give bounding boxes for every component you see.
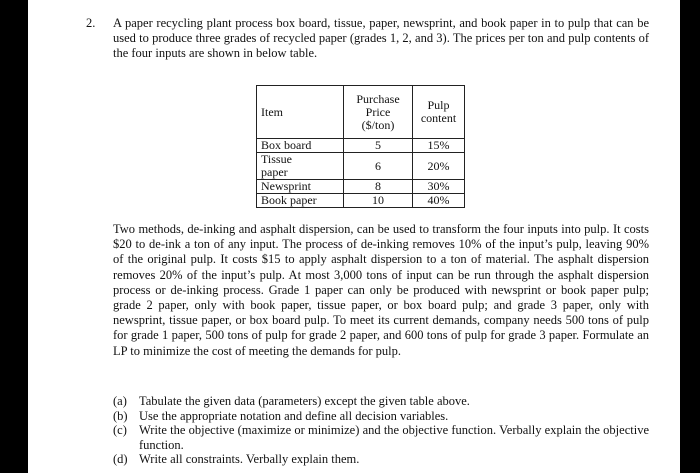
list-item <box>113 409 649 424</box>
row-item: Tissue paper <box>257 153 344 180</box>
task-label: (a) <box>113 394 127 408</box>
task-label: (c) <box>113 423 127 437</box>
task-text: Tabulate the given data (parameters) except the given table above. <box>139 394 470 408</box>
task-text: Write all constraints. Verbally explain them. <box>139 452 360 466</box>
row-price: 6 <box>344 153 413 180</box>
row-item: Newsprint <box>257 180 344 194</box>
row-item: Book paper <box>257 194 344 208</box>
list-item <box>113 423 649 452</box>
task-label: (b) <box>113 408 128 423</box>
task-label: (d) <box>113 452 128 466</box>
task-text: Use the appropriate notation and define all decision variables. <box>139 408 449 423</box>
row-pulp: 30% <box>413 180 465 194</box>
row-pulp: 20% <box>413 153 465 180</box>
problem-description: Two methods, de-inking and asphalt dispersion, can be used to transform the four inputs into pulp. It costs $20 to de-ink a ton of any input. The process of de-inking removes 10% of the input’s pulp, leaving 90% of the original pulp. It costs $15 to apply asphalt dispersion to a ton of material. The asphalt dispersion removes 20% of the input’s pulp. At most 3,000 tons of input can be run through the asphalt dispersion process or de-inking process. Grade 1 paper can only be produced with newsprint or book paper pulp; grade 2 paper, only with book paper, tissue paper, or box board pulp; and grade 3 paper, only with newsprint, tissue paper, or box board pulp. To meet its current demands, company needs 500 tons of pulp for grade 1 paper, 500 tons of pulp for grade 2 paper, and 600 tons of pulp for grade 3 paper. Formulate an LP to minimize the cost of meeting the demands for pulp. <box>113 222 649 358</box>
row-pulp: 15% <box>413 139 465 153</box>
table-row <box>257 139 465 153</box>
row-price: 8 <box>344 180 413 194</box>
list-item <box>113 394 649 409</box>
question-number: 2. <box>86 16 96 30</box>
header-item: Item <box>257 86 344 139</box>
input-price-table <box>256 85 465 208</box>
table-row <box>257 153 465 180</box>
row-price: 10 <box>344 194 413 208</box>
question-intro: A paper recycling plant process box board, tissue, paper, newsprint, and book paper in to pulp that can be used to produce three grades of recycled paper (grades 1, 2, and 3). The prices per ton and pulp contents of the four inputs are shown in below table. <box>113 16 649 60</box>
task-text: Write the objective (maximize or minimize) and the objective function. Verbally explain the objective function. <box>139 423 649 452</box>
header-pulp-content: Pulp content <box>413 86 465 139</box>
table-header-row <box>257 86 465 139</box>
row-pulp: 40% <box>413 194 465 208</box>
document-page <box>28 0 680 473</box>
table-row <box>257 180 465 194</box>
task-list <box>113 394 649 467</box>
row-item: Box board <box>257 139 344 153</box>
list-item <box>113 452 649 467</box>
header-purchase-price: Purchase Price ($/ton) <box>344 86 413 139</box>
row-price: 5 <box>344 139 413 153</box>
table-row <box>257 194 465 208</box>
